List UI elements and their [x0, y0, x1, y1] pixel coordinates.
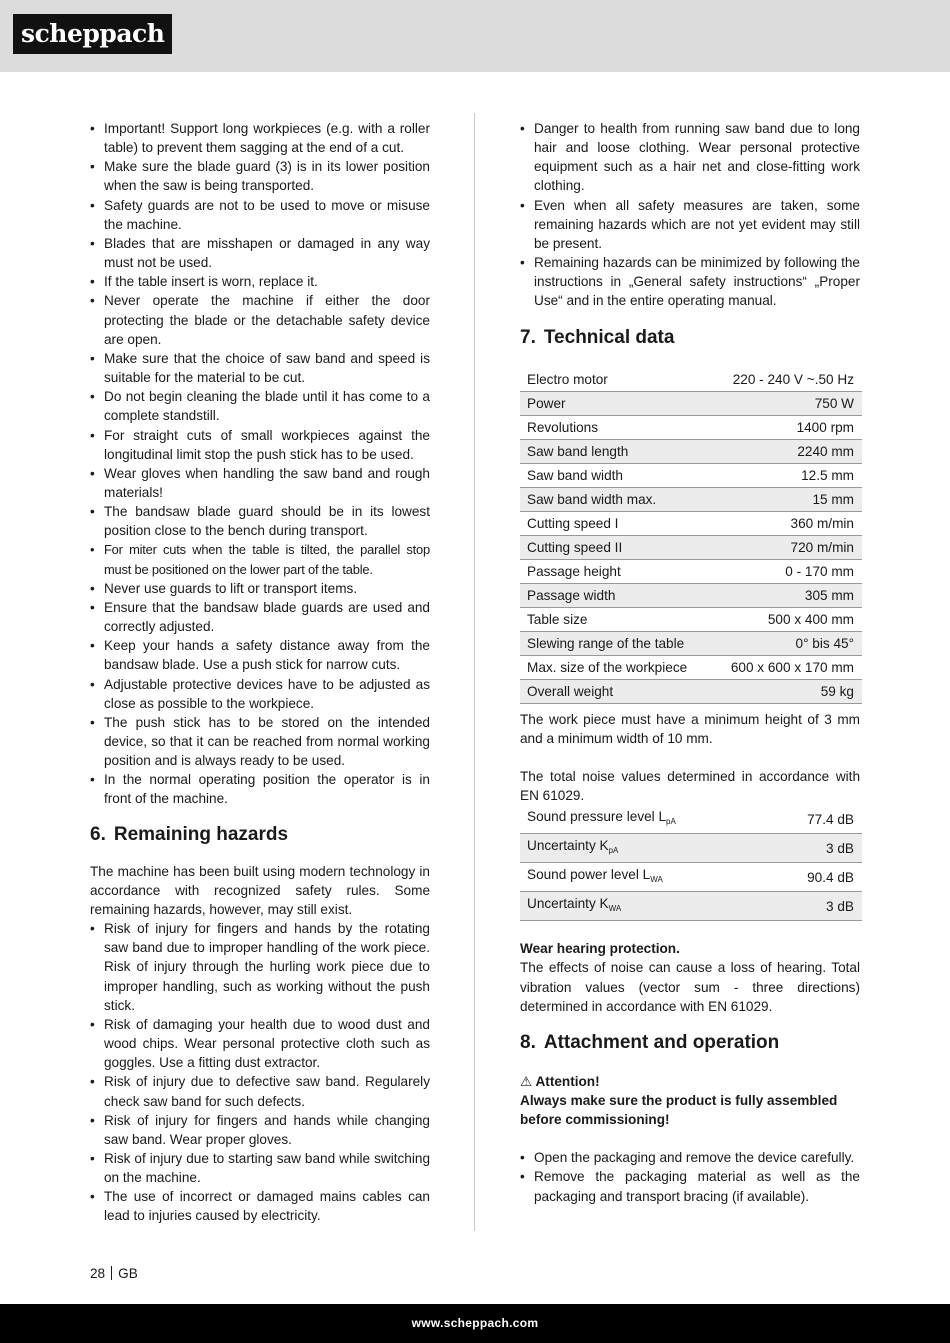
page-number: 28	[90, 1266, 106, 1281]
table-row	[520, 679, 862, 703]
hearing-protection-text: The effects of noise can cause a loss of hearing. Total vibration values (vector sum - three directions) determined in accordance with EN 61029.	[520, 960, 860, 1014]
list-item: • Risk of injury for fingers and hands while changing saw band. Wear proper gloves.	[90, 1111, 430, 1149]
noise-label	[520, 863, 768, 892]
spec-value: 1400 rpm	[711, 415, 862, 439]
list-item: • For straight cuts of small workpieces against the longitudinal limit stop the push stick has to be used.	[90, 426, 430, 464]
noise-label-subscript: WA	[608, 904, 622, 914]
spec-value: 2240 mm	[711, 439, 862, 463]
table-row	[520, 631, 862, 655]
list-item: • Risk of injury due to defective saw band. Regularely check saw band for such defects.	[90, 1072, 430, 1110]
section-number: 7.	[520, 326, 536, 348]
noise-label-subscript: pA	[666, 817, 676, 827]
section-title: Technical data	[543, 326, 675, 348]
spec-label: Saw band width	[520, 463, 711, 487]
list-item: • Ensure that the bandsaw blade guards are used and correctly adjusted.	[90, 598, 430, 636]
section-heading	[520, 326, 860, 350]
spec-label: Table size	[520, 607, 711, 631]
list-item: • Blades that are misshapen or damaged in any way must not be used.	[90, 234, 430, 272]
spec-label: Overall weight	[520, 679, 711, 703]
spec-label: Revolutions	[520, 415, 711, 439]
noise-label-subscript: WA	[650, 875, 663, 885]
section-title: Remaining hazards	[113, 823, 289, 845]
spec-value: 15 mm	[711, 487, 862, 511]
table-row	[520, 415, 862, 439]
spec-label: Passage width	[520, 583, 711, 607]
spec-label: Cutting speed II	[520, 535, 711, 559]
spec-label: Electro motor	[520, 368, 711, 392]
language-code: GB	[118, 1266, 138, 1281]
spec-value: 600 x 600 x 170 mm	[711, 655, 862, 679]
spec-label: Cutting speed I	[520, 511, 711, 535]
section-title: Attachment and operation	[543, 1031, 780, 1053]
noise-note: The total noise values determined in accordance with EN 61029.	[520, 768, 860, 804]
warning-icon: ⚠	[520, 1073, 533, 1089]
table-row	[520, 487, 862, 511]
table-row	[520, 583, 862, 607]
noise-value: 3 dB	[768, 834, 862, 863]
spec-value: 500 x 400 mm	[711, 607, 862, 631]
noise-label	[520, 834, 768, 863]
hazard-list-continued	[520, 119, 860, 311]
left-column	[90, 119, 430, 1226]
list-item: • For miter cuts when the table is tilted, the parallel stop must be positioned on the lower part of the table.	[90, 540, 430, 578]
table-row	[520, 805, 862, 834]
page-number-line	[90, 1266, 138, 1281]
list-item: • Never operate the machine if either the door protecting the blade or the detachable safety device are open.	[90, 291, 430, 348]
noise-label-subscript: pA	[608, 846, 619, 856]
list-item: • Remaining hazards can be minimized by following the instructions in „General safety instructions“ „Proper Use“ and in the entire operating manual.	[520, 253, 860, 310]
table-row	[520, 463, 862, 487]
spec-label: Passage height	[520, 559, 711, 583]
list-item: • Remove the packaging material as well as the packaging and transport bracing (if available).	[520, 1167, 860, 1205]
table-row	[520, 892, 862, 921]
page-header	[0, 0, 950, 72]
spec-value: 59 kg	[711, 679, 862, 703]
list-item: • The push stick has to be stored on the intended device, so that it can be reached from normal working position and is always ready to be used.	[90, 713, 430, 770]
spec-value: 220 - 240 V ~.50 Hz	[711, 368, 862, 392]
spec-value: 0° bis 45°	[711, 631, 862, 655]
section-number: 6.	[90, 823, 106, 845]
scheppach-logo: scheppach	[13, 14, 172, 54]
spec-label: Saw band length	[520, 439, 711, 463]
list-item: • Important! Support long workpieces (e.g. with a roller table) to prevent them sagging at the end of a cut.	[90, 119, 430, 157]
noise-table	[520, 805, 862, 921]
list-item: • Safety guards are not to be used to move or misuse the machine.	[90, 196, 430, 234]
spec-label: Power	[520, 391, 711, 415]
table-row	[520, 535, 862, 559]
list-item: • Even when all safety measures are taken, some remaining hazards which are not yet evident may still be present.	[520, 196, 860, 253]
table-row	[520, 559, 862, 583]
list-item: • Adjustable protective devices have to be adjusted as close as possible to the workpiece.	[90, 675, 430, 713]
noise-label-text: Sound pressure level L	[527, 809, 667, 825]
noise-label-text: Sound power level L	[527, 867, 651, 883]
separator	[111, 1266, 112, 1280]
list-item: • Risk of damaging your health due to wood dust and wood chips. Wear personal protective cloth such as goggles. Use a fitting dust extractor.	[90, 1015, 430, 1072]
section-heading	[90, 823, 430, 847]
list-item: • Danger to health from running saw band due to long hair and loose clothing. Wear personal protective equipment such as a hair net and close-fitting work clothing.	[520, 119, 860, 196]
website-link[interactable]: www.scheppach.com	[411, 1316, 539, 1330]
list-item: • Risk of injury for fingers and hands by the rotating saw band due to improper handling of the work piece. Risk of injury through the hurling work piece due to improper handling, such as working without the push stick.	[90, 919, 430, 1015]
spec-label: Max. size of the workpiece	[520, 655, 711, 679]
list-item: • If the table insert is worn, replace it.	[90, 272, 430, 291]
noise-value: 77.4 dB	[768, 805, 862, 834]
spec-value: 12.5 mm	[711, 463, 862, 487]
workpiece-note: The work piece must have a minimum height of 3 mm and a minimum width of 10 mm.	[520, 711, 860, 746]
list-item: • The use of incorrect or damaged mains cables can lead to injuries caused by electricity.	[90, 1187, 430, 1225]
safety-list	[90, 119, 430, 809]
list-item: • Never use guards to lift or transport items.	[90, 579, 430, 598]
spec-value: 305 mm	[711, 583, 862, 607]
list-item: • In the normal operating position the operator is in front of the machine.	[90, 770, 430, 808]
table-row	[520, 368, 862, 392]
list-item: • The bandsaw blade guard should be in its lowest position close to the bench during transport.	[90, 502, 430, 540]
section-number: 8.	[520, 1031, 536, 1053]
technical-data-table	[520, 368, 862, 704]
noise-label	[520, 892, 768, 921]
operation-list	[520, 1148, 860, 1205]
table-row	[520, 391, 862, 415]
hearing-protection-title: Wear hearing protection.	[520, 941, 680, 957]
page-footer	[0, 1304, 950, 1343]
hazard-list	[90, 919, 430, 1226]
list-item: • Make sure that the choice of saw band and speed is suitable for the material to be cut.	[90, 349, 430, 387]
table-row	[520, 655, 862, 679]
spec-value: 0 - 170 mm	[711, 559, 862, 583]
noise-value: 90.4 dB	[768, 863, 862, 892]
table-row	[520, 863, 862, 892]
attention-label: Attention!	[535, 1073, 600, 1089]
noise-label	[520, 805, 768, 834]
spec-value: 360 m/min	[711, 511, 862, 535]
table-row	[520, 511, 862, 535]
noise-value: 3 dB	[768, 892, 862, 921]
column-divider	[474, 113, 475, 1231]
list-item: • Do not begin cleaning the blade until it has come to a complete standstill.	[90, 387, 430, 425]
table-row	[520, 439, 862, 463]
list-item: • Keep your hands a safety distance away from the bandsaw blade. Use a push stick for narrow cuts.	[90, 636, 430, 674]
spec-label: Saw band width max.	[520, 487, 711, 511]
spec-value: 750 W	[711, 391, 862, 415]
right-column	[520, 119, 860, 1206]
spec-value: 720 m/min	[711, 535, 862, 559]
noise-label-text: Uncertainty K	[527, 838, 609, 854]
section-intro: The machine has been built using modern technology in accordance with recognized safety rules. Some remaining hazards, however, may still exist.	[90, 863, 430, 917]
attention-line	[520, 1072, 860, 1091]
list-item: • Wear gloves when handling the saw band and rough materials!	[90, 464, 430, 502]
list-item: • Make sure the blade guard (3) is in its lower position when the saw is being transported.	[90, 157, 430, 195]
spec-label: Slewing range of the table	[520, 631, 711, 655]
table-row	[520, 607, 862, 631]
noise-label-text: Uncertainty K	[527, 896, 609, 912]
assembly-warning: Always make sure the product is fully assembled before commissioning!	[520, 1092, 838, 1128]
list-item: • Open the packaging and remove the device carefully.	[520, 1148, 860, 1167]
list-item: • Risk of injury due to starting saw band while switching on the machine.	[90, 1149, 430, 1187]
table-row	[520, 834, 862, 863]
section-heading	[520, 1031, 860, 1055]
